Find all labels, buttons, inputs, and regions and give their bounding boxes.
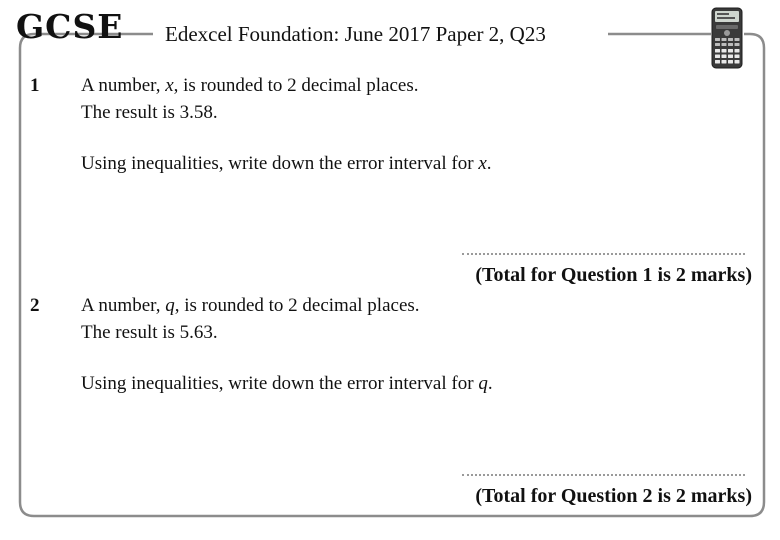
question-number: 1 <box>30 75 40 96</box>
question-number: 2 <box>30 295 40 316</box>
variable: x <box>165 75 174 96</box>
calculator-icon <box>711 7 743 69</box>
question-total: (Total for Question 2 is 2 marks) <box>475 485 752 507</box>
question-text-line <box>81 76 418 95</box>
variable: x <box>478 153 487 174</box>
question-text-line: The result is 3.58. <box>81 102 218 123</box>
text-fragment: . <box>487 373 493 394</box>
text-fragment: . <box>486 153 492 174</box>
text-fragment: , is rounded to 2 decimal places. <box>174 295 420 316</box>
variable: q <box>165 295 175 316</box>
text-fragment: A number, <box>81 295 166 316</box>
question-total: (Total for Question 1 is 2 marks) <box>475 264 752 286</box>
question-text-line <box>81 154 492 173</box>
text-fragment: A number, <box>81 75 166 96</box>
answer-line[interactable] <box>462 253 745 255</box>
page-title: Edexcel Foundation: June 2017 Paper 2, Q23 <box>165 22 546 46</box>
question-text-line <box>81 374 493 393</box>
question-text-line: The result is 5.63. <box>81 322 218 343</box>
answer-line[interactable] <box>462 474 745 476</box>
question-text-line <box>81 296 420 315</box>
text-fragment: , is rounded to 2 decimal places. <box>173 75 419 96</box>
gcse-logo: GCSE <box>16 7 124 46</box>
text-fragment: Using inequalities, write down the error interval for <box>81 153 479 174</box>
text-fragment: Using inequalities, write down the error interval for <box>81 373 479 394</box>
variable: q <box>478 373 488 394</box>
